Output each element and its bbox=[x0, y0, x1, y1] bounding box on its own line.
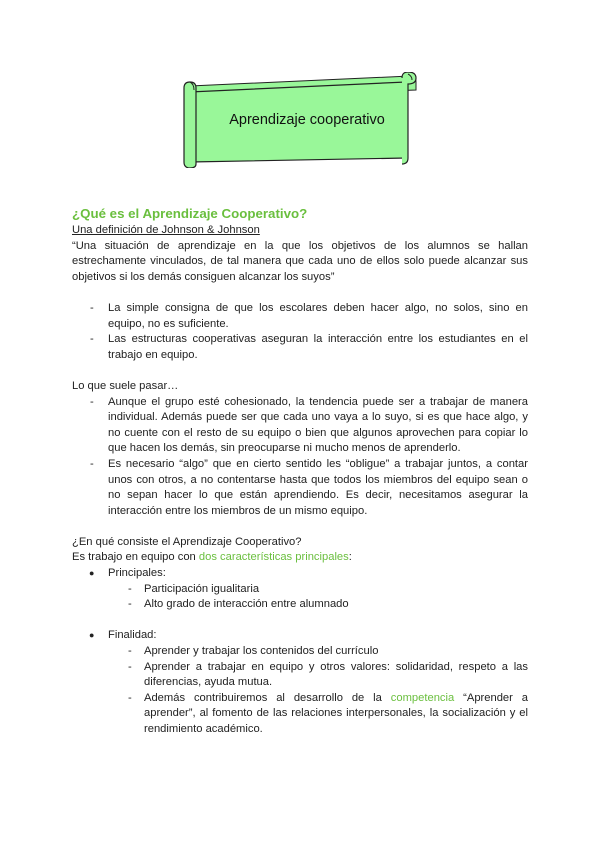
list-item: - Las estructuras cooperativas aseguran la interacción entre los estudiantes en el trabajo en equipo. bbox=[72, 332, 528, 363]
list-item: - Aprender y trabajar los contenidos del currículo bbox=[108, 644, 528, 660]
document-body bbox=[72, 205, 528, 738]
intro-suffix: : bbox=[348, 551, 352, 564]
item3-prefix: Además contribuiremos al desarrollo de la bbox=[144, 691, 391, 704]
list-item: - Aunque el grupo esté cohesionado, la tendencia puede ser a trabajar de manera individual. Además puede ser que cada uno vaya a lo suyo, si es que hace algo, y no cuente con el resto de su equipo o bien que algunos aprovechen para copiar lo que hacen los demás, sin preocuparse ni mucho menos de aprenderlo. bbox=[72, 395, 528, 457]
characteristics-list bbox=[72, 566, 528, 738]
title-scroll-banner bbox=[180, 72, 420, 168]
intro-text: Es trabajo en equipo con bbox=[72, 551, 199, 564]
characteristics-link[interactable]: dos características principales bbox=[198, 551, 349, 564]
consists-question: ¿En qué consiste el Aprendizaje Cooperativo? bbox=[72, 535, 302, 548]
competencia-link[interactable]: competencia bbox=[390, 691, 455, 704]
list-item: - Es necesario “algo” que en cierto sentido les “obligue” a trabajar juntos, a contar unos con otros, a no contentarse hasta que todos los miembros del equipo sean o no sepan hacer lo que están aprendiendo. Es decir, necesitamos asegurar la interacción entre los miembros de un mismo equipo. bbox=[72, 457, 528, 519]
bullet-icon: ● bbox=[89, 568, 95, 579]
usually-list bbox=[72, 395, 528, 520]
finalidad-label: Finalidad: bbox=[108, 629, 157, 642]
list-item: - Participación igualitaria bbox=[108, 582, 528, 598]
list-item-principales bbox=[72, 566, 528, 628]
usually-label: Lo que suele pasar… bbox=[72, 379, 179, 392]
key-points-list bbox=[72, 301, 528, 363]
definition-quote: “Una situación de aprendizaje en la que los objetivos de los alumnos se hallan estrechamente vinculados, de tal manera que cada uno de ellos solo puede alcanzar sus objetivos si los demás consiguen alcanzar los suyos” bbox=[72, 239, 528, 283]
list-item: - Alto grado de interacción entre alumnado bbox=[108, 597, 528, 613]
section-heading: ¿Qué es el Aprendizaje Cooperativo? bbox=[72, 206, 308, 221]
list-item bbox=[108, 691, 528, 738]
definition-label: Una definición de Johnson & Johnson bbox=[72, 224, 260, 236]
list-item-finalidad bbox=[72, 628, 528, 737]
list-item: - Aprender a trabajar en equipo y otros valores: solidaridad, respeto a las diferencias, ayuda mutua. bbox=[108, 660, 528, 691]
principales-label: Principales: bbox=[108, 567, 166, 580]
banner-title: Aprendizaje cooperativo bbox=[229, 112, 385, 128]
consists-intro bbox=[72, 550, 528, 566]
item3-suffix: “Aprender a aprender”, al fomento de las relaciones interpersonales, la socialización y el rendimiento académico. bbox=[144, 691, 529, 735]
finalidad-sublist bbox=[108, 644, 528, 738]
list-item: - La simple consigna de que los escolares deben hacer algo, no solos, sino en equipo, no es suficiente. bbox=[72, 301, 528, 332]
principales-sublist bbox=[108, 582, 528, 613]
bullet-icon: ● bbox=[89, 630, 95, 641]
